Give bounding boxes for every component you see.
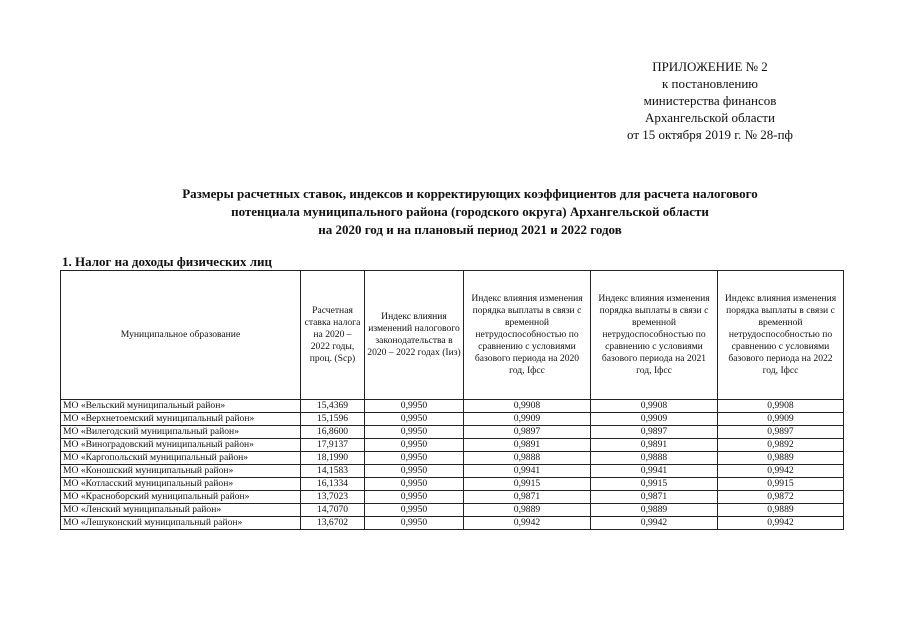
municipality-cell: МО «Лешуконский муниципальный район» <box>61 517 301 530</box>
table-row <box>61 439 844 452</box>
table-row <box>61 517 844 530</box>
fss-2022-cell: 0,9908 <box>718 400 844 413</box>
municipality-cell: МО «Коношский муниципальный район» <box>61 465 301 478</box>
municipality-cell: МО «Вилегодский муниципальный район» <box>61 426 301 439</box>
municipality-cell: МО «Каргопольский муниципальный район» <box>61 452 301 465</box>
appendix-line: Архангельской области <box>645 110 775 125</box>
municipality-cell: МО «Красноборский муниципальный район» <box>61 491 301 504</box>
col-header-fss-index-2020: Индекс влияния изменения порядка выплаты в связи с временной нетрудоспособностью по сравнению с условиями базового периода на 2020 год, Iфсс <box>464 271 591 400</box>
tax-law-index-cell: 0,9950 <box>365 491 464 504</box>
fss-2022-cell: 0,9909 <box>718 413 844 426</box>
tax-law-index-cell: 0,9950 <box>365 465 464 478</box>
table-row <box>61 426 844 439</box>
fss-2020-cell: 0,9941 <box>464 465 591 478</box>
fss-2022-cell: 0,9915 <box>718 478 844 491</box>
fss-2020-cell: 0,9942 <box>464 517 591 530</box>
fss-2022-cell: 0,9942 <box>718 517 844 530</box>
table-row <box>61 478 844 491</box>
fss-2022-cell: 0,9889 <box>718 504 844 517</box>
document-title <box>120 185 820 239</box>
fss-2020-cell: 0,9891 <box>464 439 591 452</box>
appendix-date: от 15 октября 2019 г. № 28-пф <box>627 127 793 142</box>
fss-2020-cell: 0,9888 <box>464 452 591 465</box>
section-title: 1. Налог на доходы физических лиц <box>62 254 273 269</box>
appendix-line: к постановлению <box>661 76 759 91</box>
rate-cell: 16,8600 <box>301 426 365 439</box>
table-row <box>61 465 844 478</box>
tax-law-index-cell: 0,9950 <box>365 478 464 491</box>
fss-2021-cell: 0,9915 <box>591 478 718 491</box>
fss-2020-cell: 0,9889 <box>464 504 591 517</box>
appendix-heading: ПРИЛОЖЕНИЕ № 2 <box>652 59 768 74</box>
rate-cell: 15,1596 <box>301 413 365 426</box>
municipality-cell: МО «Ленский муниципальный район» <box>61 504 301 517</box>
fss-2022-cell: 0,9897 <box>718 426 844 439</box>
fss-2021-cell: 0,9942 <box>591 517 718 530</box>
municipality-cell: МО «Вельский муниципальный район» <box>61 400 301 413</box>
col-header-tax-law-index: Индекс влияния изменений налогового законодательства в 2020 – 2022 годах (Iиз) <box>365 271 464 400</box>
table-row <box>61 452 844 465</box>
fss-2021-cell: 0,9889 <box>591 504 718 517</box>
rate-cell: 13,7023 <box>301 491 365 504</box>
fss-2020-cell: 0,9908 <box>464 400 591 413</box>
fss-2022-cell: 0,9892 <box>718 439 844 452</box>
title-line: на 2020 год и на плановый период 2021 и 2022 годов <box>318 222 622 237</box>
tax-law-index-cell: 0,9950 <box>365 439 464 452</box>
col-header-municipality: Муниципальное образование <box>61 271 301 400</box>
col-header-fss-index-2022: Индекс влияния изменения порядка выплаты в связи с временной нетрудоспособностью по сравнению с условиями базового периода на 2022 год, Iфсс <box>718 271 844 400</box>
fss-2021-cell: 0,9909 <box>591 413 718 426</box>
fss-2022-cell: 0,9872 <box>718 491 844 504</box>
appendix-block <box>560 58 860 143</box>
tax-law-index-cell: 0,9950 <box>365 400 464 413</box>
fss-2021-cell: 0,9891 <box>591 439 718 452</box>
municipality-cell: МО «Верхнетоемский муниципальный район» <box>61 413 301 426</box>
rate-cell: 17,9137 <box>301 439 365 452</box>
tax-law-index-cell: 0,9950 <box>365 413 464 426</box>
municipality-cell: МО «Котласский муниципальный район» <box>61 478 301 491</box>
fss-2020-cell: 0,9915 <box>464 478 591 491</box>
table-row <box>61 400 844 413</box>
fss-2020-cell: 0,9871 <box>464 491 591 504</box>
fss-2020-cell: 0,9897 <box>464 426 591 439</box>
col-header-rate: Расчетная ставка налога на 2020 – 2022 годы, проц. (Scp) <box>301 271 365 400</box>
table-row <box>61 504 844 517</box>
tax-law-index-cell: 0,9950 <box>365 517 464 530</box>
fss-2022-cell: 0,9942 <box>718 465 844 478</box>
tax-law-index-cell: 0,9950 <box>365 504 464 517</box>
tax-law-index-cell: 0,9950 <box>365 426 464 439</box>
title-line: Размеры расчетных ставок, индексов и корректирующих коэффициентов для расчета налогового <box>182 186 758 201</box>
fss-2021-cell: 0,9941 <box>591 465 718 478</box>
tax-table <box>60 270 844 530</box>
fss-2021-cell: 0,9908 <box>591 400 718 413</box>
fss-2020-cell: 0,9909 <box>464 413 591 426</box>
table-row <box>61 413 844 426</box>
fss-2021-cell: 0,9871 <box>591 491 718 504</box>
table-row <box>61 491 844 504</box>
fss-2021-cell: 0,9897 <box>591 426 718 439</box>
appendix-line: министерства финансов <box>643 93 777 108</box>
title-line: потенциала муниципального района (городского округа) Архангельской области <box>231 204 709 219</box>
rate-cell: 13,6702 <box>301 517 365 530</box>
rate-cell: 16,1334 <box>301 478 365 491</box>
fss-2022-cell: 0,9889 <box>718 452 844 465</box>
rate-cell: 15,4369 <box>301 400 365 413</box>
table-body <box>61 400 844 530</box>
table-header-row <box>61 271 844 400</box>
rate-cell: 18,1990 <box>301 452 365 465</box>
rate-cell: 14,7070 <box>301 504 365 517</box>
tax-law-index-cell: 0,9950 <box>365 452 464 465</box>
municipality-cell: МО «Виноградовский муниципальный район» <box>61 439 301 452</box>
fss-2021-cell: 0,9888 <box>591 452 718 465</box>
rate-cell: 14,1583 <box>301 465 365 478</box>
col-header-fss-index-2021: Индекс влияния изменения порядка выплаты в связи с временной нетрудоспособностью по сравнению с условиями базового периода на 2021 год, Iфсс <box>591 271 718 400</box>
